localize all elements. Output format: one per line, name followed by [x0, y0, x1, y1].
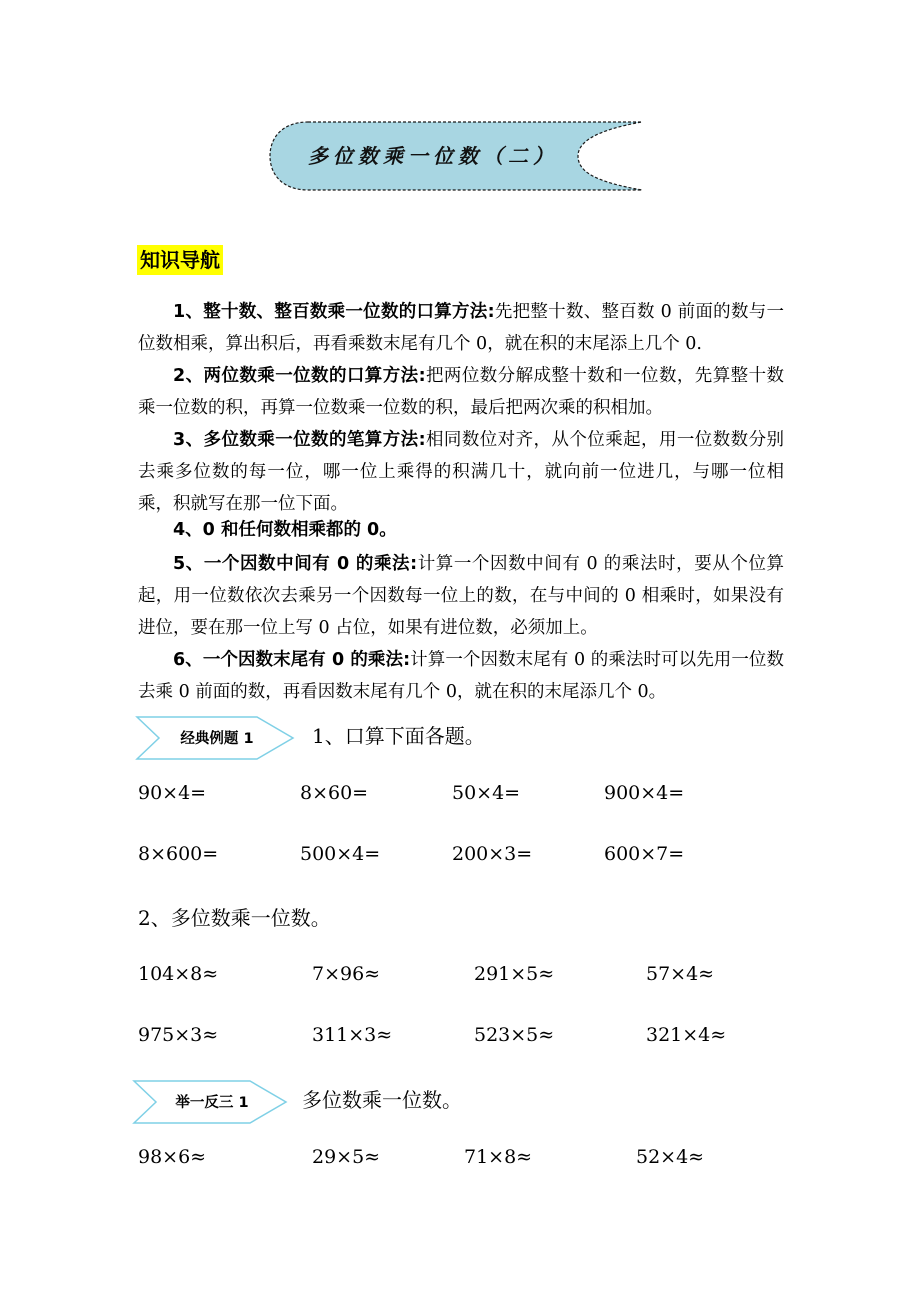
problem-item: 71×8≈	[464, 1146, 533, 1168]
knowledge-item-title: 6、一个因数末尾有 0 的乘法:	[173, 650, 411, 670]
problem-item: 321×4≈	[646, 1024, 727, 1046]
problem-item: 200×3=	[452, 843, 533, 865]
knowledge-item-3	[138, 424, 784, 520]
problem-item: 50×4=	[452, 782, 521, 804]
knowledge-item-5	[138, 548, 784, 644]
question-1-title: 1、口算下面各题。	[312, 724, 485, 748]
page-title: 多位数乘一位数（二）	[308, 144, 558, 168]
problem-item: 8×60=	[300, 782, 369, 804]
problem-item: 523×5≈	[474, 1024, 555, 1046]
knowledge-item-text: 计算一个因数末尾有 0 的乘法时可以先用一位数去乘 0 前面的数，再看因数末尾有几个 0，就在积的末尾添几个 0。	[138, 650, 784, 702]
practice-title: 多位数乘一位数。	[302, 1088, 462, 1112]
title-banner	[268, 120, 644, 192]
example-tag	[135, 715, 295, 761]
knowledge-item-4	[138, 514, 784, 546]
problem-item: 90×4=	[138, 782, 207, 804]
problem-item: 311×3≈	[312, 1024, 393, 1046]
problem-item: 57×4≈	[646, 963, 715, 985]
problem-item: 7×96≈	[312, 963, 381, 985]
problem-item: 975×3≈	[138, 1024, 219, 1046]
knowledge-item-6	[138, 644, 784, 708]
problem-item: 291×5≈	[474, 963, 555, 985]
problem-item: 98×6≈	[138, 1146, 207, 1168]
knowledge-item-1	[138, 296, 784, 360]
knowledge-item-title: 5、一个因数中间有 0 的乘法:	[173, 554, 418, 574]
question-2-title: 2、多位数乘一位数。	[138, 906, 331, 930]
knowledge-item-2	[138, 360, 784, 424]
knowledge-item-title: 2、两位数乘一位数的口算方法:	[173, 366, 426, 386]
knowledge-item-text: 把两位数分解成整十数和一位数，先算整十数乘一位数的积，再算一位数乘一位数的积，最后把两次乘的积相加。	[138, 366, 784, 418]
problem-item: 900×4=	[604, 782, 685, 804]
problem-item: 104×8≈	[138, 963, 219, 985]
example-tag-label: 经典例题 1	[180, 731, 254, 747]
problem-item: 500×4=	[300, 843, 381, 865]
problem-item: 8×600=	[138, 843, 219, 865]
practice-tag	[132, 1079, 288, 1125]
problem-item: 52×4≈	[636, 1146, 705, 1168]
problem-item: 29×5≈	[312, 1146, 381, 1168]
section-heading-knowledge: 知识导航	[137, 245, 223, 275]
problem-item: 600×7=	[604, 843, 685, 865]
knowledge-item-text: 先把整十数、整百数 0 前面的数与一位数相乘，算出积后，再看乘数末尾有几个 0，就在积的末尾添上几个 0.	[138, 302, 784, 354]
knowledge-item-title: 3、多位数乘一位数的笔算方法:	[173, 430, 426, 450]
knowledge-item-text: 计算一个因数中间有 0 的乘法时，要从个位算起，用一位数依次去乘另一个因数每一位上的数，在与中间的 0 相乘时，如果没有进位，要在那一位上写 0 占位，如果有进位数，必须加上。	[138, 554, 784, 638]
knowledge-item-title: 4、0 和任何数相乘都的 0。	[173, 520, 397, 540]
knowledge-item-text: 相同数位对齐，从个位乘起，用一位数数分别去乘多位数的每一位，哪一位上乘得的积满几十，就向前一位进几，与哪一位相乘，积就写在那一位下面。	[138, 430, 784, 514]
knowledge-item-title: 1、整十数、整百数乘一位数的口算方法:	[173, 302, 495, 322]
practice-tag-label: 举一反三 1	[175, 1095, 249, 1111]
